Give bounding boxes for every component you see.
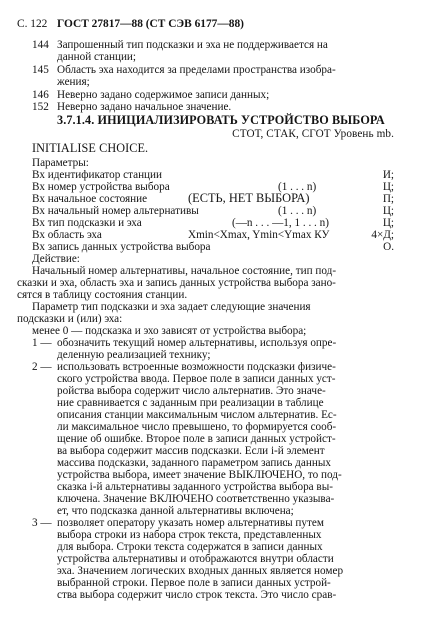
param-range: (—n . . . —1, 1 . . . n) [232, 217, 329, 229]
error-text: Область эха находится за пределами пространства изобра- [57, 64, 336, 76]
item-line: сказка i-й альтернативы заданного устройства выбора вы- [57, 481, 333, 493]
body-line: сятся в таблицу состояния станции. [17, 289, 188, 301]
body-line: подсказки и (или) эха: [17, 313, 123, 325]
item-marker: 2 — [32, 361, 52, 373]
param-type: И; [382, 169, 394, 181]
body-line: сказки и эха, область эха и запись данных устройства выбора зано- [17, 277, 336, 289]
param-type: О. [383, 241, 394, 253]
item-marker: 1 — [32, 337, 52, 349]
item-line: массива подсказки, заданного параметром запись данных [57, 457, 331, 469]
section-subheading: СТОТ, СТАК, СГОТ Уровень mb. [232, 128, 394, 140]
param-label: Вх тип подсказки и эха [32, 217, 142, 229]
item-line: позволяет оператору указать номер альтернативы путем [57, 517, 324, 529]
item-line: для выбора. Строки текста содержатся в записи данных [57, 541, 323, 553]
params-title: Параметры: [32, 157, 89, 169]
standard-title: ГОСТ 27817—88 (СТ СЭВ 6177—88) [57, 18, 244, 30]
body-line: Параметр тип подсказки и эха задает следующие значения [32, 301, 311, 313]
item-line: ройства выбора содержит число альтернатив. Это значе- [57, 385, 326, 397]
item-line: выбранной строки. Первое поле в записи данных устрой- [57, 577, 331, 589]
item-line: устройства альтернативы и отображаются внутри области [57, 553, 334, 565]
param-label: Вх запись данных устройства выбора [32, 241, 211, 253]
item-line: устройства выбора, имеет значение ВЫКЛЮЧЕНО, то под- [57, 469, 342, 481]
param-range: (1 . . . n) [278, 205, 317, 217]
error-code: 146 [32, 89, 49, 101]
param-type: Ц; [382, 181, 394, 193]
item-line: щение об ошибке. Второе поле в записи данных устройст- [57, 433, 336, 445]
param-range: (1 . . . n) [278, 181, 317, 193]
body-line: Начальный номер альтернативы, начальное состояние, тип под- [32, 265, 337, 277]
param-type: Ц; [382, 205, 394, 217]
item-line: деленную реализацией технику; [57, 349, 211, 361]
param-type: 4×Д; [371, 229, 394, 241]
error-code: 144 [32, 39, 49, 51]
item-line: описания станции максимальным числом альтернатив. Ес- [57, 409, 337, 421]
item-line: ет, что подсказка данной альтернативы включена; [57, 505, 294, 517]
error-text: Неверно задано начальное значение. [57, 101, 232, 113]
param-label: Вх начальный номер альтернативы [32, 205, 199, 217]
item-marker: 3 — [32, 517, 52, 529]
section-heading: 3.7.1.4. ИНИЦИАЛИЗИРОВАТЬ УСТРОЙСТВО ВЫБОРА [57, 113, 385, 127]
param-label: Вх идентификатор станции [32, 169, 163, 181]
action-title: Действие: [32, 253, 80, 265]
section-name-en: INITIALISE CHOICE. [32, 141, 149, 155]
param-label: Вх начальное состояние [32, 193, 148, 205]
item-line: использовать встроенные возможности подсказки физиче- [57, 361, 336, 373]
param-type: П; [382, 193, 394, 205]
param-range: (ЕСТЬ, НЕТ ВЫБОРА) [188, 191, 310, 205]
item-line: выбора строки из набора строк текста, представленных [57, 529, 322, 541]
error-code: 145 [32, 64, 49, 76]
item-line: ства выбора содержит число строк текста. Это число срав- [57, 589, 337, 601]
error-text: данной станции; [57, 51, 137, 63]
error-code: 152 [32, 101, 49, 113]
error-text: Запрошенный тип подсказки и эха не поддерживается на [57, 39, 328, 51]
error-text: Неверно задано содержимое записи данных; [57, 89, 270, 101]
param-range: Xmin<Xmax, Ymin<Ymax КУ [188, 229, 330, 241]
item-line: эха. Значением логических входных данных является номер [57, 565, 344, 577]
item-line: обозначить текущий номер альтернативы, используя опре- [57, 337, 337, 349]
item-line: ского устройства ввода. Первое поле в записи данных уст- [57, 373, 336, 385]
item-line: ключена. Значение ВКЛЮЧЕНО соответственно указыва- [57, 493, 335, 505]
param-label: Вх область эха [32, 229, 102, 241]
item-line: ние сравнивается с заданным при реализации в таблице [57, 397, 324, 409]
error-text: жения; [57, 76, 90, 88]
body-line: менее 0 — подсказка и эхо зависят от устройства выбора; [32, 325, 307, 337]
item-line: ли максимальное число превышено, то формируется сооб- [57, 421, 337, 433]
param-type: Ц; [382, 217, 394, 229]
param-label: Вх номер устройства выбора [32, 181, 170, 193]
item-line: ва выбора содержит массив подсказки. Если i-й элемент [57, 445, 325, 457]
page-number: С. 122 [17, 18, 48, 30]
